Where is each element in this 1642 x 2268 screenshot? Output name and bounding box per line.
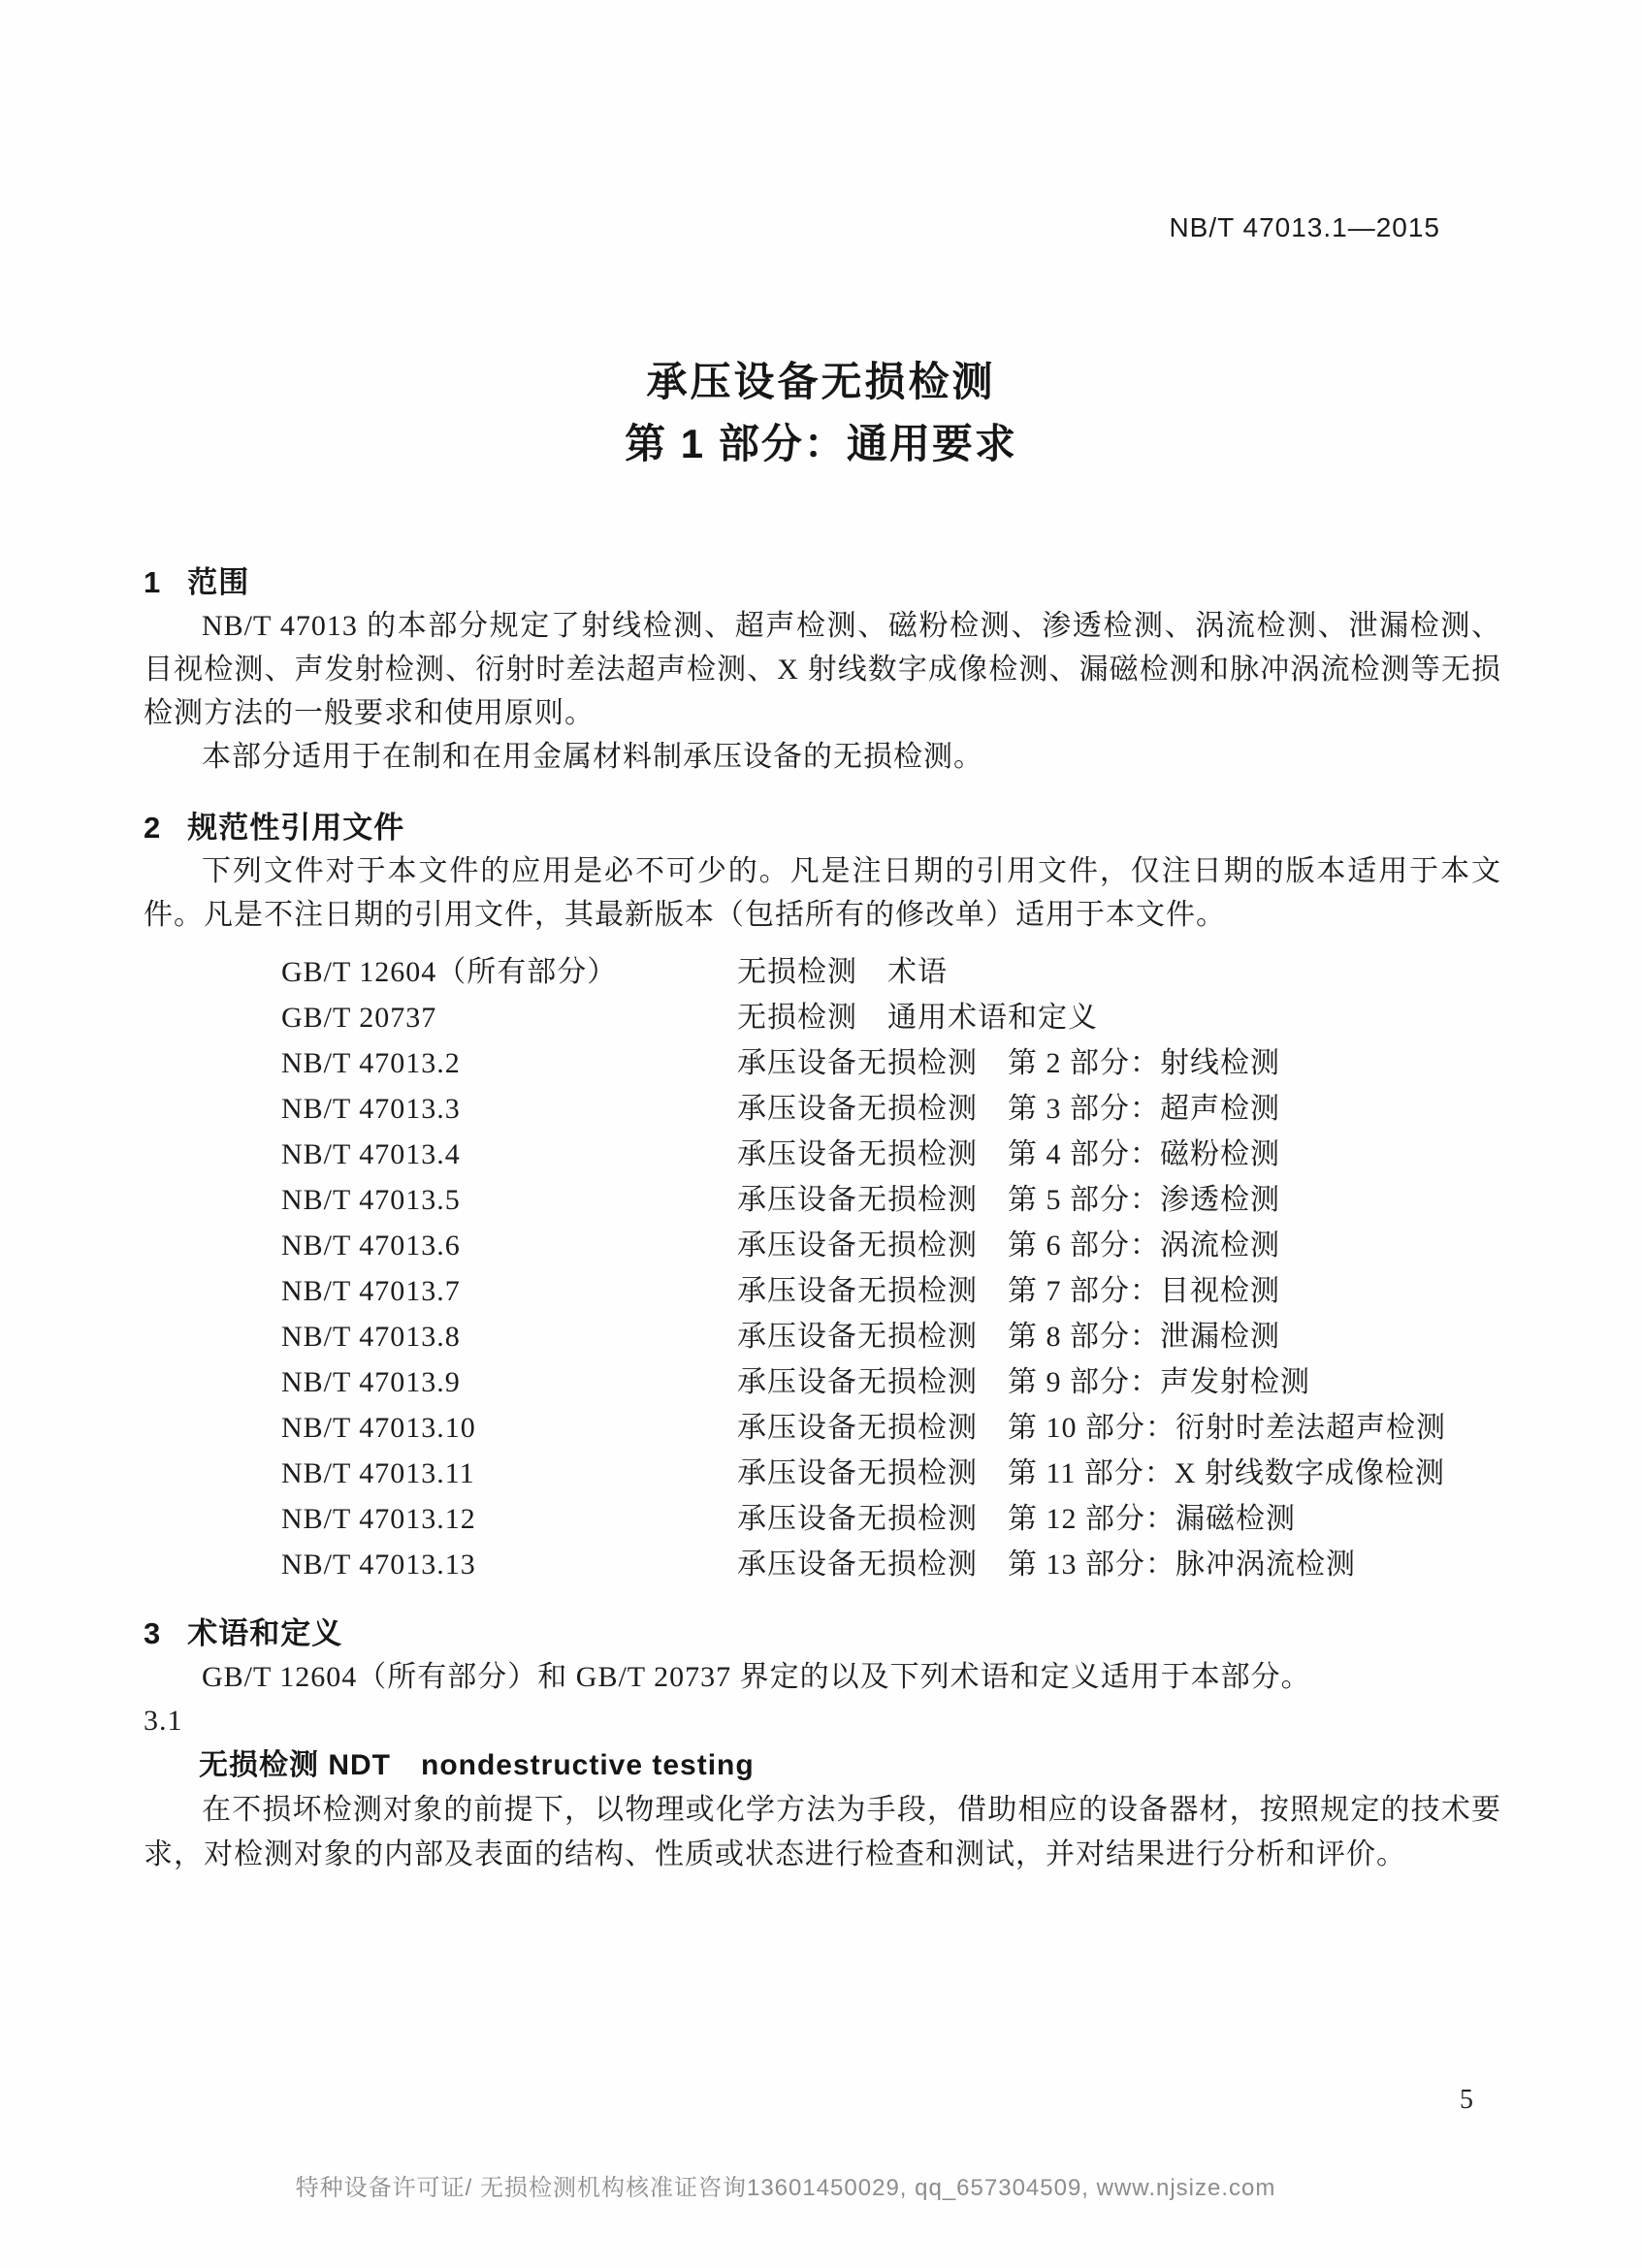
reference-title: 承压设备无损检测 第 8 部分：泄漏检测 bbox=[737, 1321, 1280, 1353]
reference-title: 承压设备无损检测 第 5 部分：渗透检测 bbox=[737, 1184, 1280, 1216]
reference-code: GB/T 20737 bbox=[281, 1002, 437, 1034]
reference-title: 承压设备无损检测 第 2 部分：射线检测 bbox=[737, 1047, 1280, 1079]
document-body bbox=[144, 560, 1501, 1877]
section-3-number: 3 bbox=[144, 1616, 162, 1650]
page-number: 5 bbox=[1460, 2085, 1473, 2115]
reference-title: 承压设备无损检测 第 13 部分：脉冲涡流检测 bbox=[737, 1549, 1356, 1581]
reference-title: 承压设备无损检测 第 4 部分：磁粉检测 bbox=[737, 1138, 1280, 1170]
reference-row bbox=[281, 1496, 1501, 1542]
reference-code: NB/T 47013.7 bbox=[281, 1275, 461, 1307]
reference-code: NB/T 47013.10 bbox=[281, 1412, 476, 1444]
reference-row bbox=[281, 995, 1501, 1040]
reference-code: NB/T 47013.4 bbox=[281, 1138, 461, 1170]
reference-title: 承压设备无损检测 第 12 部分：漏磁检测 bbox=[737, 1503, 1296, 1535]
term-definition-paragraph: 在不损坏检测对象的前提下，以物理或化学方法为手段，借助相应的设备器材，按照规定的技术要求，对检测对象的内部及表面的结构、性质或状态进行检查和测试，并对结果进行分析和评价。 bbox=[144, 1794, 1501, 1870]
reference-row bbox=[281, 1132, 1501, 1177]
references-list bbox=[144, 949, 1501, 1587]
reference-title: 承压设备无损检测 第 3 部分：超声检测 bbox=[737, 1093, 1280, 1125]
reference-code: NB/T 47013.2 bbox=[281, 1047, 461, 1079]
reference-title: 承压设备无损检测 第 10 部分：衍射时差法超声检测 bbox=[737, 1412, 1446, 1444]
title-line-2: 第 1 部分：通用要求 bbox=[625, 421, 1017, 466]
reference-title: 承压设备无损检测 第 11 部分：X 射线数字成像检测 bbox=[737, 1457, 1446, 1489]
reference-title: 承压设备无损检测 第 9 部分：声发射检测 bbox=[737, 1366, 1310, 1398]
reference-row bbox=[281, 1268, 1501, 1314]
section-2-heading bbox=[144, 806, 1501, 849]
scope-paragraph-1: NB/T 47013 的本部分规定了射线检测、超声检测、磁粉检测、渗透检测、涡流检测、泄漏检测、目视检测、声发射检测、衍射时差法超声检测、X 射线数字成像检测、漏磁检测和脉冲涡流检测等无损检测方法的一般要求和使用原则。 bbox=[144, 610, 1501, 729]
reference-row bbox=[281, 1405, 1501, 1451]
footer-watermark-text: 特种设备许可证/ 无损检测机构核准证咨询13601450029, qq_657304509, www.njsize.com bbox=[295, 2175, 1276, 2201]
reference-code: GB/T 12604（所有部分） bbox=[281, 956, 618, 988]
reference-row bbox=[281, 1086, 1501, 1132]
reference-row bbox=[281, 1451, 1501, 1496]
term-heading-ndt: 无损检测 NDT nondestructive testing bbox=[199, 1749, 755, 1781]
reference-row bbox=[281, 1177, 1501, 1223]
document-title bbox=[0, 361, 1642, 465]
section-1-label: 范围 bbox=[187, 565, 250, 599]
section-3-heading bbox=[144, 1612, 1501, 1655]
reference-code: NB/T 47013.13 bbox=[281, 1549, 476, 1581]
section-2-label: 规范性引用文件 bbox=[187, 811, 405, 845]
reference-code: NB/T 47013.12 bbox=[281, 1503, 476, 1535]
reference-code: NB/T 47013.3 bbox=[281, 1093, 461, 1125]
reference-row bbox=[281, 949, 1501, 995]
reference-title: 承压设备无损检测 第 7 部分：目视检测 bbox=[737, 1275, 1280, 1307]
reference-code: NB/T 47013.5 bbox=[281, 1184, 461, 1216]
section-1-number: 1 bbox=[144, 565, 162, 599]
reference-row bbox=[281, 1314, 1501, 1359]
reference-row bbox=[281, 1223, 1501, 1268]
reference-title: 承压设备无损检测 第 6 部分：涡流检测 bbox=[737, 1230, 1280, 1262]
scope-paragraph-2: 本部分适用于在制和在用金属材料制承压设备的无损检测。 bbox=[202, 741, 983, 773]
terms-intro-paragraph: GB/T 12604（所有部分）和 GB/T 20737 界定的以及下列术语和定义适用于本部分。 bbox=[202, 1661, 1311, 1693]
reference-code: NB/T 47013.8 bbox=[281, 1321, 461, 1353]
section-1-heading bbox=[144, 560, 1501, 604]
subsection-3-1-number: 3.1 bbox=[144, 1705, 183, 1737]
reference-code: NB/T 47013.6 bbox=[281, 1230, 461, 1262]
reference-row bbox=[281, 1359, 1501, 1405]
title-line-1: 承压设备无损检测 bbox=[646, 359, 996, 404]
reference-title: 无损检测 通用术语和定义 bbox=[737, 1002, 1098, 1034]
references-intro-paragraph: 下列文件对于本文件的应用是必不可少的。凡是注日期的引用文件，仅注日期的版本适用于本文件。凡是不注日期的引用文件，其最新版本（包括所有的修改单）适用于本文件。 bbox=[144, 855, 1501, 931]
section-3-label: 术语和定义 bbox=[187, 1616, 343, 1650]
reference-code: NB/T 47013.9 bbox=[281, 1366, 461, 1398]
reference-code: NB/T 47013.11 bbox=[281, 1457, 475, 1489]
section-2-number: 2 bbox=[144, 811, 162, 845]
reference-row bbox=[281, 1542, 1501, 1587]
standard-number: NB/T 47013.1—2015 bbox=[1169, 212, 1440, 242]
reference-title: 无损检测 术语 bbox=[737, 956, 948, 988]
reference-row bbox=[281, 1040, 1501, 1086]
